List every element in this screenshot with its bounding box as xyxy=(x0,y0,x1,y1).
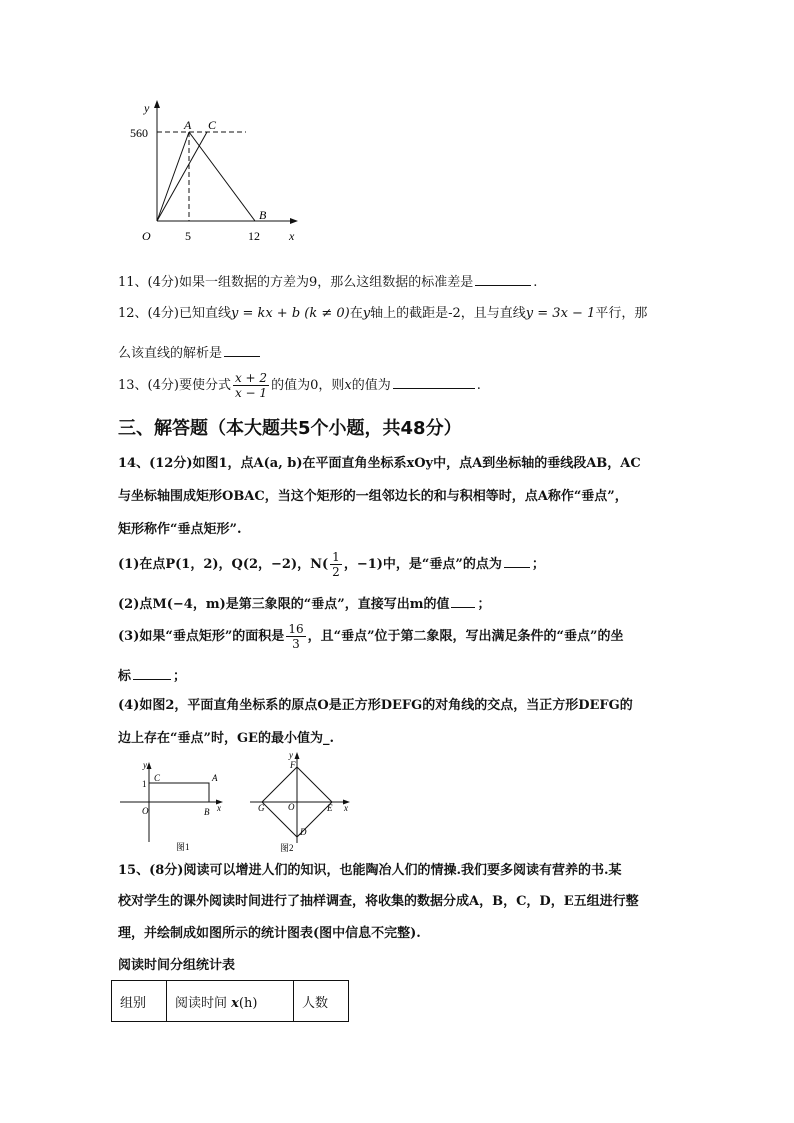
reading-time-table xyxy=(111,980,349,1022)
q14-p3-fraction xyxy=(286,622,305,651)
section-3-heading xyxy=(118,418,462,440)
q14-line-1: 14、(12分)如图1，点A(a, b)在平面直角坐标系xOy中，点A到坐标轴的垂线段AB，AC xyxy=(118,456,641,471)
q15-line-3: 理，并绘制成如图所示的统计图表(图中信息不完整). xyxy=(118,926,421,941)
fig2-y-label: y xyxy=(289,750,293,760)
q15-table-title: 阅读时间分组统计表 xyxy=(118,958,236,973)
q12-formula-2: y = 3x − 1 xyxy=(525,306,596,321)
graph-point-b-label: B xyxy=(259,208,267,222)
q14-p3-denominator: 3 xyxy=(292,637,300,651)
fig2-d-label: D xyxy=(300,827,307,837)
figure-1 xyxy=(118,757,228,855)
q14-part-4-line-2: 边上存在“垂点”时，GE的最小值为_. xyxy=(118,731,334,746)
fig2-g-label: G xyxy=(258,803,265,813)
graph-line-ab xyxy=(189,132,255,221)
q12-text-3: 轴上的截距是-2，且与直线 xyxy=(370,306,526,321)
graph-y-tick-560: 560 xyxy=(130,126,148,140)
fig2-o-label: O xyxy=(288,802,295,812)
question-13 xyxy=(118,366,481,406)
table-header-group: 组别 xyxy=(112,981,167,1022)
q14-p3-text-a: (3)如果“垂点矩形”的面积是 xyxy=(118,629,285,644)
q14-part-4-line-1: (4)如图2，平面直角坐标系的原点O是正方形DEFG的对角线的交点，当正方形DEFG的 xyxy=(118,698,633,713)
q14-line-3: 矩形称作“垂点矩形”. xyxy=(118,522,242,537)
q12-y-var: y xyxy=(362,306,371,321)
fig1-y-label: y xyxy=(143,760,147,770)
fig2-x-label: x xyxy=(344,803,348,813)
fig1-rectangle-obac xyxy=(149,783,209,802)
q12-formula-1: y = kx + b (k ≠ 0) xyxy=(230,306,350,321)
graph-point-a-label: A xyxy=(184,118,192,132)
graph-line-oc xyxy=(157,132,207,221)
question-12-line-2 xyxy=(118,342,262,363)
q15-line-1: 15、(8分)阅读可以增进人们的知识，也能陶冶人们的情操.我们要多阅读有营养的书.某 xyxy=(118,863,622,878)
q12-text-5: 么该直线的解析是 xyxy=(118,346,223,361)
graph-y-arrow-icon xyxy=(154,100,160,108)
q13-fraction xyxy=(233,371,269,400)
q14-part-1 xyxy=(118,545,545,585)
q11-end: . xyxy=(533,275,538,290)
q14-p3-text-b: ，且“垂点”位于第二象限，写出满足条件的“垂点”的坐 xyxy=(307,629,624,644)
q13-answer-blank[interactable] xyxy=(393,374,475,389)
q14-part-2 xyxy=(118,593,490,614)
fig1-a-label: A xyxy=(212,773,218,783)
q14-p2-text: (2)点M(−4，m)是第三象限的“垂点”，直接写出m的值 xyxy=(118,597,450,612)
q13-text-2: 的值为0，则 xyxy=(271,378,345,393)
q14-p1-fraction xyxy=(330,550,342,579)
figure-2 xyxy=(248,747,360,855)
q14-part-3 xyxy=(118,617,624,657)
q15-line-2: 校对学生的课外阅读时间进行了抽样调查，将收集的数据分成A，B，C，D，E五组进行整 xyxy=(118,894,639,909)
q14-p1-denominator: 2 xyxy=(332,565,340,579)
table-header-row xyxy=(112,981,349,1022)
table-header-time: 阅读时间 x(h) xyxy=(167,981,294,1022)
section-3-title: 三、解答题（本大题共5个小题，共48分） xyxy=(118,418,462,439)
question-11 xyxy=(118,271,537,292)
q14-p3-text-c: 标 xyxy=(118,669,132,684)
q13-denominator: x − 1 xyxy=(234,386,268,400)
q12-text-2: 在 xyxy=(349,306,363,321)
q14-p3-answer-blank[interactable] xyxy=(133,665,171,680)
graph-line-oa xyxy=(157,132,189,221)
graph-x-label: x xyxy=(289,229,295,243)
fig1-one-label: 1 xyxy=(142,779,147,789)
q13-end: . xyxy=(476,378,481,393)
q13-numerator: x + 2 xyxy=(234,371,268,385)
fig1-c-label: C xyxy=(154,773,161,783)
q13-text-3: 的值为 xyxy=(351,378,391,393)
q14-p1-answer-blank[interactable] xyxy=(504,553,530,568)
graph-x-tick-12: 12 xyxy=(248,229,260,243)
fig1-x-label: x xyxy=(217,803,221,813)
question-12 xyxy=(118,305,647,323)
fig2-caption: 图2 xyxy=(280,843,294,853)
q14-p3-numerator: 16 xyxy=(288,622,304,636)
q11-answer-blank[interactable] xyxy=(475,271,531,286)
q14-part-3-line-2 xyxy=(118,665,186,686)
q14-p1-text-b: ，−1)中，是“垂点”的点为 xyxy=(343,557,502,572)
graph-y-label: y xyxy=(144,101,150,115)
fig1-b-label: B xyxy=(204,807,210,817)
fig2-e-label: E xyxy=(327,803,333,813)
q14-p2-answer-blank[interactable] xyxy=(451,593,475,608)
q12-answer-blank[interactable] xyxy=(224,342,260,357)
q13-x-var: x xyxy=(344,378,352,393)
q14-p2-end: ； xyxy=(477,597,491,612)
q11-text: 11、(4分)如果一组数据的方差为9，那么这组数据的标准差是 xyxy=(118,275,474,290)
table-header-count: 人数 xyxy=(294,981,349,1022)
graph-x-tick-5: 5 xyxy=(185,229,191,243)
fig1-y-arrow-icon xyxy=(147,762,152,769)
q12-text-1: 12、(4分)已知直线 xyxy=(118,306,231,321)
q14-line-2: 与坐标轴围成矩形OBAC，当这个矩形的一组邻边长的和与积相等时，点A称作“垂点”， xyxy=(118,489,628,504)
q14-p1-text-a: (1)在点P(1，2)，Q(2，−2)，N( xyxy=(118,557,329,572)
q14-p1-numerator: 1 xyxy=(332,550,340,564)
q14-p1-end: ； xyxy=(531,557,545,572)
graph-origin-label: O xyxy=(142,229,151,243)
graph-x-arrow-icon xyxy=(290,218,298,224)
q13-text-1: 13、(4分)要使分式 xyxy=(118,378,231,393)
q12-text-4: 平行，那 xyxy=(595,306,648,321)
fig2-f-label: F xyxy=(290,760,296,770)
fig1-caption: 图1 xyxy=(176,842,190,852)
graph-point-c-label: C xyxy=(208,118,217,132)
fig1-o-label: O xyxy=(142,806,149,816)
q14-p3-end: ； xyxy=(173,669,187,684)
distance-time-graph xyxy=(128,96,308,248)
fig2-y-arrow-icon xyxy=(295,752,300,759)
